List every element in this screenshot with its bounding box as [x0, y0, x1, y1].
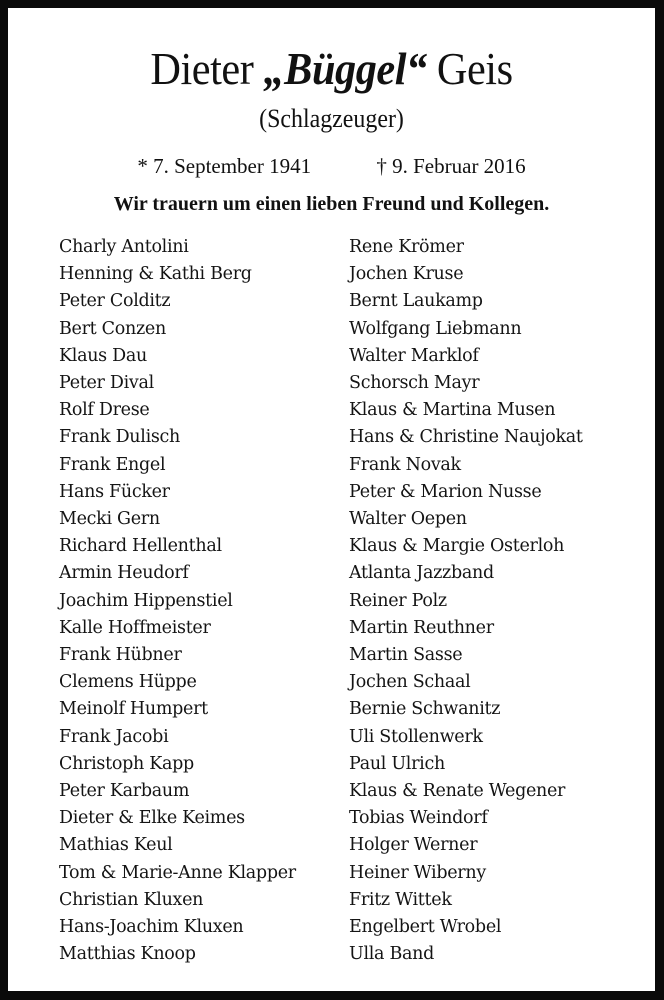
last-name: Geis [436, 43, 513, 94]
mourner-name: Christian Kluxen [59, 889, 204, 910]
mourner-name: Walter Oepen [349, 509, 467, 530]
mourner-name: Frank Hübner [59, 645, 182, 666]
mourner-name: Clemens Hüppe [59, 672, 197, 693]
mourner-name: Klaus & Renate Wegener [349, 781, 566, 802]
mourner-name: Uli Stollenwerk [349, 726, 483, 747]
mourning-message: Wir trauern um einen lieben Freund und Kollegen. [113, 193, 550, 215]
mourner-name: Walter Marklof [349, 345, 479, 366]
nickname: „Büggel“ [263, 43, 427, 94]
mourner-name: Hans Fücker [59, 481, 170, 502]
mourner-name: Schorsch Mayr [349, 373, 480, 394]
life-dates [8, 153, 655, 179]
mourner-name: Frank Novak [349, 454, 461, 475]
mourner-name: Klaus Dau [59, 345, 147, 366]
mourner-name: Charly Antolini [59, 237, 189, 257]
mourner-name: Peter Karbaum [59, 781, 190, 802]
mourner-name: Dieter & Elke Keimes [59, 808, 245, 829]
mourner-name: Richard Hellenthal [59, 536, 222, 557]
mourner-name: Frank Engel [59, 454, 166, 475]
obituary-content [8, 8, 655, 991]
mourner-name: Bernt Laukamp [349, 291, 483, 312]
mourner-name: Klaus & Margie Osterloh [349, 536, 565, 557]
mourner-name: Ulla Band [349, 944, 435, 965]
mourner-name: Mecki Gern [59, 509, 160, 530]
mourner-name: Fritz Wittek [349, 889, 452, 910]
mourner-name: Tom & Marie-Anne Klapper [59, 862, 296, 883]
mourner-name: Martin Sasse [349, 645, 463, 666]
mourner-name: Tobias Weindorf [349, 808, 488, 829]
mourner-name: Frank Jacobi [59, 726, 169, 747]
mourner-name: Reiner Polz [349, 590, 447, 611]
mourner-name: Hans & Christine Naujokat [349, 427, 583, 448]
mourner-name: Bernie Schwanitz [349, 699, 501, 720]
mourner-name: Henning & Kathi Berg [59, 264, 252, 285]
mourner-name: Engelbert Wrobel [349, 917, 502, 938]
mourner-name: Peter Colditz [59, 291, 171, 312]
mourner-name: Martin Reuthner [349, 617, 494, 638]
mourner-name: Heiner Wiberny [349, 862, 486, 883]
birth-date: * 7. September 1941 [137, 154, 312, 178]
mourner-name: Peter Dival [59, 373, 154, 394]
mourner-name: Paul Ulrich [349, 753, 445, 774]
mourner-name: Bert Conzen [59, 318, 166, 339]
mourner-name: Armin Heudorf [59, 563, 189, 584]
mourner-name: Hans-Joachim Kluxen [59, 917, 244, 938]
mourner-name: Christoph Kapp [59, 753, 194, 774]
mourner-name: Peter & Marion Nusse [349, 481, 542, 502]
mourner-name: Joachim Hippenstiel [59, 590, 233, 611]
mourner-name: Rolf Drese [59, 400, 150, 421]
mourner-name: Matthias Knoop [59, 944, 196, 965]
mourner-name: Wolfgang Liebmann [349, 318, 522, 339]
mourner-name: Rene Krömer [349, 237, 464, 257]
mourner-name: Klaus & Martina Musen [349, 400, 556, 421]
occupation: (Schlagzeuger) [259, 104, 404, 133]
mourner-name: Jochen Schaal [349, 672, 471, 693]
mourner-name: Frank Dulisch [59, 427, 181, 448]
mourner-name: Holger Werner [349, 835, 478, 856]
mourner-name: Atlanta Jazzband [349, 563, 494, 584]
mourner-name: Jochen Kruse [349, 264, 464, 285]
death-date: † 9. Februar 2016 [376, 154, 526, 178]
mourners-list-left [59, 234, 296, 968]
deceased-name [34, 44, 629, 94]
first-name: Dieter [150, 43, 254, 94]
mourner-name: Mathias Keul [59, 835, 173, 856]
mourner-name: Meinolf Humpert [59, 699, 208, 720]
mourner-name: Kalle Hoffmeister [59, 617, 211, 638]
mourners-list-right [349, 234, 583, 968]
